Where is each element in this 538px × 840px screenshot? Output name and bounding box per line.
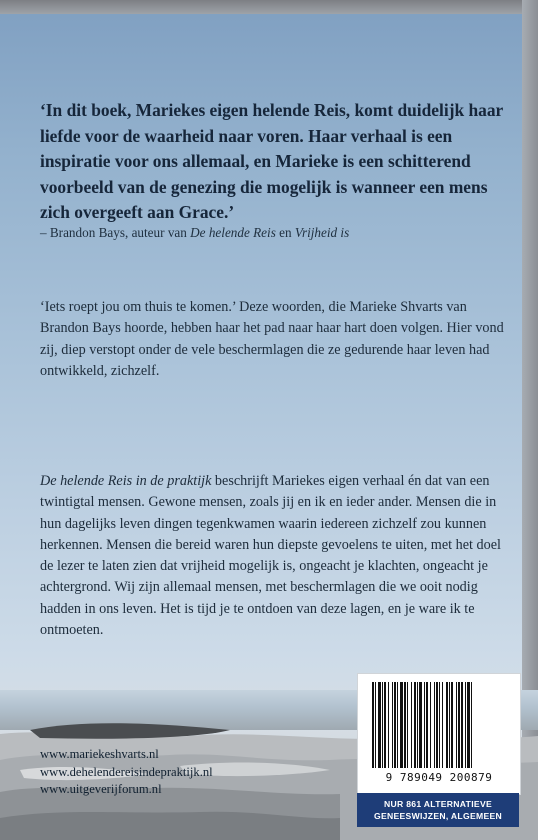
barcode-bar [461, 682, 463, 768]
attribution-book-1: De helende Reis [190, 225, 276, 240]
barcode-bar [394, 682, 396, 768]
barcode-bar [414, 682, 416, 768]
barcode-bar [424, 682, 425, 768]
nur-line-2: GENEESWIJZEN, ALGEMEEN [373, 811, 503, 821]
nur-classification [357, 793, 519, 827]
endorsement-quote: ‘In dit boek, Mariekes eigen helende Reis, komt duidelijk haar liefde voor de waarheid naar voren. Haar verhaal is een inspiratie voor ons allemaal, en Marieke is een schitterend voorbeeld van de genezing die mogelijk is wanneer een mens zich overgeeft aan Grace.’ [40, 100, 503, 223]
barcode-bar [382, 682, 383, 768]
barcode-bar [397, 682, 398, 768]
barcode-bar [378, 682, 381, 768]
barcode-bar [449, 682, 450, 768]
barcode-bars [372, 682, 506, 770]
barcode-bar [458, 682, 460, 768]
barcode-bar [465, 682, 466, 768]
barcode-bar [400, 682, 403, 768]
barcode-bar [434, 682, 435, 768]
website-link[interactable]: www.uitgeverijforum.nl [40, 782, 162, 797]
description-paragraph-1: ‘Iets roept jou om thuis te komen.’ Deze woorden, die Marieke Shvarts van Brandon Bays hoorde, hebben haar het pad naar haar hart doen volgen. Hier vond zij, diep verstopt onder de vele beschermlagen die ze gedurende haar leven had ontwikkeld, zichzelf. [40, 299, 504, 379]
barcode-bar [404, 682, 406, 768]
barcode [357, 673, 521, 795]
barcode-bar [471, 682, 472, 768]
barcode-bar [388, 682, 389, 768]
attribution-prefix: – Brandon Bays, auteur van [40, 225, 191, 240]
quote-attribution [40, 225, 510, 241]
website-list [40, 746, 340, 799]
barcode-bar [419, 682, 422, 768]
barcode-bar [456, 682, 457, 768]
page-edge-top [0, 0, 538, 14]
barcode-bar [407, 682, 408, 768]
barcode-bar [417, 682, 418, 768]
barcode-bar [426, 682, 428, 768]
book-title-italic: De helende Reis in de praktijk [40, 473, 212, 489]
isbn-number: 9 789049 200879 [385, 771, 493, 784]
barcode-bar [442, 682, 443, 768]
description-paragraph-2 [40, 471, 510, 641]
barcode-bar [451, 682, 453, 768]
attribution-middle: en [275, 225, 295, 240]
barcode-bar [375, 682, 376, 768]
website-link[interactable]: www.mariekeshvarts.nl [40, 747, 159, 761]
description-paragraph-2-text: beschrijft Mariekes eigen verhaal én dat van een twintigtal mensen. Gewone mensen, zoals jij en ik en ieder ander. Mensen die in hun dagelijks leven dingen tegenkwamen waarin iedereen zichzelf zou kunnen herkennen. Mensen die bereid waren hun diepste gevoelens te uiten, met het doel de lezer te laten zien dat vrijheid mogelijk is, ongeacht je klachten, ongeacht je achtergrond. Wij zijn allemaal mensen, met beschermlagen die we ooit nodig hadden in ons leven. Het is tijd je te ontdoen van deze lagen, en je ware ik te ontmoeten. [40, 473, 501, 639]
attribution-book-2: Vrijheid is [294, 225, 350, 240]
barcode-bar [430, 682, 431, 768]
barcode-bar [372, 682, 374, 768]
website-link[interactable]: www.dehelendereisindepraktijk.nl [40, 764, 213, 779]
barcode-bar [392, 682, 393, 768]
barcode-bar [467, 682, 470, 768]
nur-line-1: NUR 861 ALTERNATIEVE [383, 799, 493, 809]
barcode-bar [384, 682, 386, 768]
barcode-bar [436, 682, 438, 768]
barcode-bar [446, 682, 448, 768]
barcode-bar [411, 682, 412, 768]
barcode-bar [439, 682, 440, 768]
